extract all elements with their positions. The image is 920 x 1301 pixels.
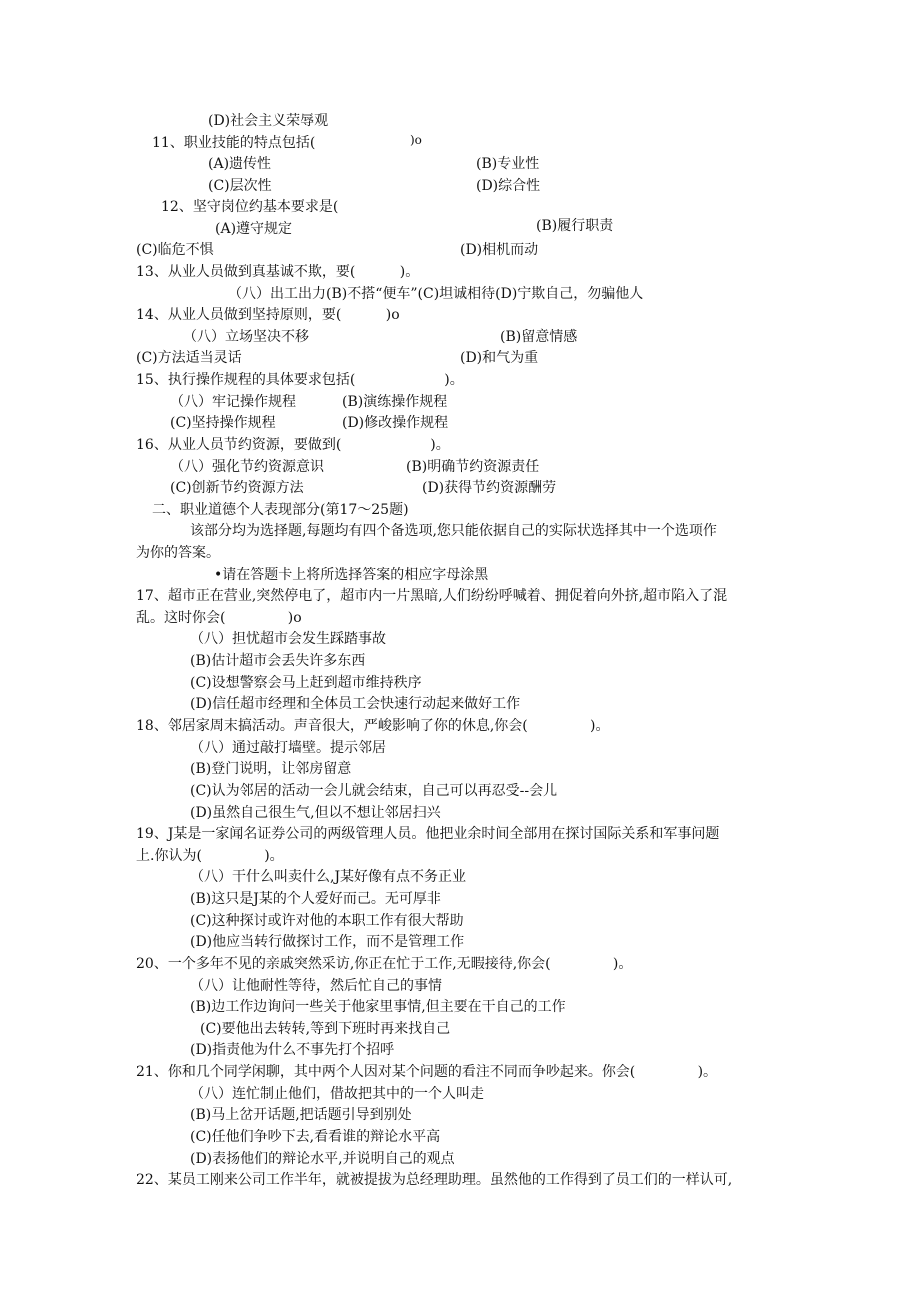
q15-option-a: （八）牢记操作规程	[170, 394, 296, 410]
q14-stem: 14、从业人员做到坚持原则，要( )o	[136, 307, 400, 323]
q20-stem: 20、一个多年不见的亲戚突然采访,你正在忙于工作,无暇接待,你会( )。	[136, 956, 633, 972]
q16-option-c: (C)创新节约资源方法	[170, 480, 304, 496]
q15-stem: 15、执行操作规程的具体要求包括( )。	[136, 372, 464, 388]
q13-stem: 13、从业人员做到真基诚不欺，要( )。	[136, 264, 420, 280]
q22-stem: 22、某员工刚来公司工作半年，就被提拔为总经理助理。虽然他的工作得到了员工们的一样认可,	[136, 1172, 733, 1188]
q17-stem-cont: 乱。这时你会( )o	[136, 610, 302, 626]
q10-option-d: (D)社会主义荣辱观	[208, 113, 329, 129]
q19-stem-cont: 上.你认为( )。	[136, 848, 284, 864]
q11-stem-end: )o	[410, 133, 422, 147]
q12-option-a: (A)遵守规定	[215, 221, 293, 237]
q16-stem: 16、从业人员节约资源，要做到( )。	[136, 437, 450, 453]
q15-option-b: (B)演练操作规程	[342, 394, 448, 410]
section-two-instructions: 该部分均为选择题,每题均有四个备选项,您只能依据自己的实际状选择其中一个选项作	[190, 523, 717, 539]
q11-option-c: (C)层次性	[208, 178, 272, 194]
q18-option-b: (B)登门说明，让邻房留意	[190, 761, 352, 777]
q20-option-a: （八）让他耐性等待，然后忙自己的事情	[190, 978, 442, 994]
q21-option-a: （八）连忙制止他们，借故把其中的一个人叫走	[190, 1086, 484, 1102]
q11-option-b: (B)专业性	[476, 156, 540, 172]
q14-option-d: (D)和气为重	[460, 350, 539, 366]
q15-option-c: (C)坚持操作规程	[170, 415, 276, 431]
q19-option-d: (D)他应当转行做探讨工作，而不是管理工作	[190, 934, 465, 950]
q16-option-a: （八）强化节约资源意识	[170, 459, 324, 475]
q16-option-b: (B)明确节约资源责任	[406, 459, 540, 475]
q17-option-a: （八）担忧超市会发生踩踏事故	[190, 631, 386, 647]
q18-stem: 18、邻居家周末搞活动。声音很大，严峻影响了你的休息,你会( )。	[136, 718, 610, 734]
q12-stem: 12、坚守岗位约基本要求是(	[161, 199, 339, 215]
q15-option-d: (D)修改操作规程	[342, 415, 449, 431]
q19-option-c: (C)这种探讨或许对他的本职工作有很大帮助	[190, 913, 464, 929]
q17-option-b: (B)估计超市会丢失许多东西	[190, 653, 366, 669]
q21-stem: 21、你和几个同学闲聊，其中两个人因对某个问题的看注不同而争吵起来。你会( )。	[136, 1064, 718, 1080]
q20-option-c: (C)要他出去转转,等到下班时再来找自己	[200, 1021, 451, 1037]
q21-option-d: (D)表扬他们的辩论水平,并说明自己的观点	[190, 1151, 455, 1167]
answer-card-note: •请在答题卡上将所选择答案的相应字母涂黑	[214, 567, 489, 583]
q20-option-d: (D)指责他为什么不事先打个招呼	[190, 1042, 395, 1058]
q11-option-d: (D)综合性	[476, 178, 541, 194]
q21-option-c: (C)任他们争吵下去,看看谁的辩论水平高	[190, 1129, 441, 1145]
q12-option-d: (D)相机而动	[460, 242, 539, 258]
q19-stem: 19、J某是一家闻名证券公司的两级管理人员。他把业余时间全部用在探讨国际关系和军事问题	[136, 826, 720, 842]
q14-option-a: （八）立场坚决不移	[183, 329, 309, 345]
q12-option-c: (C)临危不惧	[136, 242, 214, 258]
q13-options: （八）出工出力(B)不搭“便车”(C)坦诚相待(D)宁欺自己，勿骗他人	[228, 286, 644, 302]
q19-option-b: (B)这只是J某的个人爱好而己。无可厚非	[190, 891, 441, 907]
q18-option-d: (D)虽然自己很生气,但以不想让邻居扫兴	[190, 805, 441, 821]
q18-option-a: （八）通过敲打墙壁。提示邻居	[190, 740, 386, 756]
q17-option-d: (D)信任超市经理和全体员工会快速行动起来做好工作	[190, 696, 521, 712]
q17-stem: 17、超市正在营业,突然停电了，超市内一片黑暗,人们纷纷呼喊着、拥促着向外挤,超市陷入了混	[136, 588, 728, 604]
q14-option-c: (C)方法适当灵话	[136, 350, 242, 366]
q12-option-b: (B)履行职责	[536, 218, 614, 234]
q16-option-d: (D)获得节约资源酬劳	[422, 480, 557, 496]
q11-stem: 11、职业技能的特点包括(	[152, 135, 316, 151]
q21-option-b: (B)马上岔开话题,把话题引导到别处	[190, 1107, 412, 1123]
q18-option-c: (C)认为邻居的活动一会儿就会结束，自己可以再忍受--会儿	[190, 783, 558, 799]
section-two-instructions-cont: 为你的答案。	[136, 545, 220, 561]
q14-option-b: (B)留意情感	[500, 329, 578, 345]
q11-option-a: (A)遗传性	[208, 156, 272, 172]
q17-option-c: (C)设想警察会马上赶到超市维持秩序	[190, 675, 422, 691]
section-two-heading: 二、职业道德个人表现部分(第17～25题)	[152, 502, 409, 518]
q19-option-a: （八）干什么叫卖什么,J某好像有点不务正业	[190, 869, 467, 885]
q20-option-b: (B)边工作边询问一些关于他家里事情,但主要在干自己的工作	[190, 999, 566, 1015]
